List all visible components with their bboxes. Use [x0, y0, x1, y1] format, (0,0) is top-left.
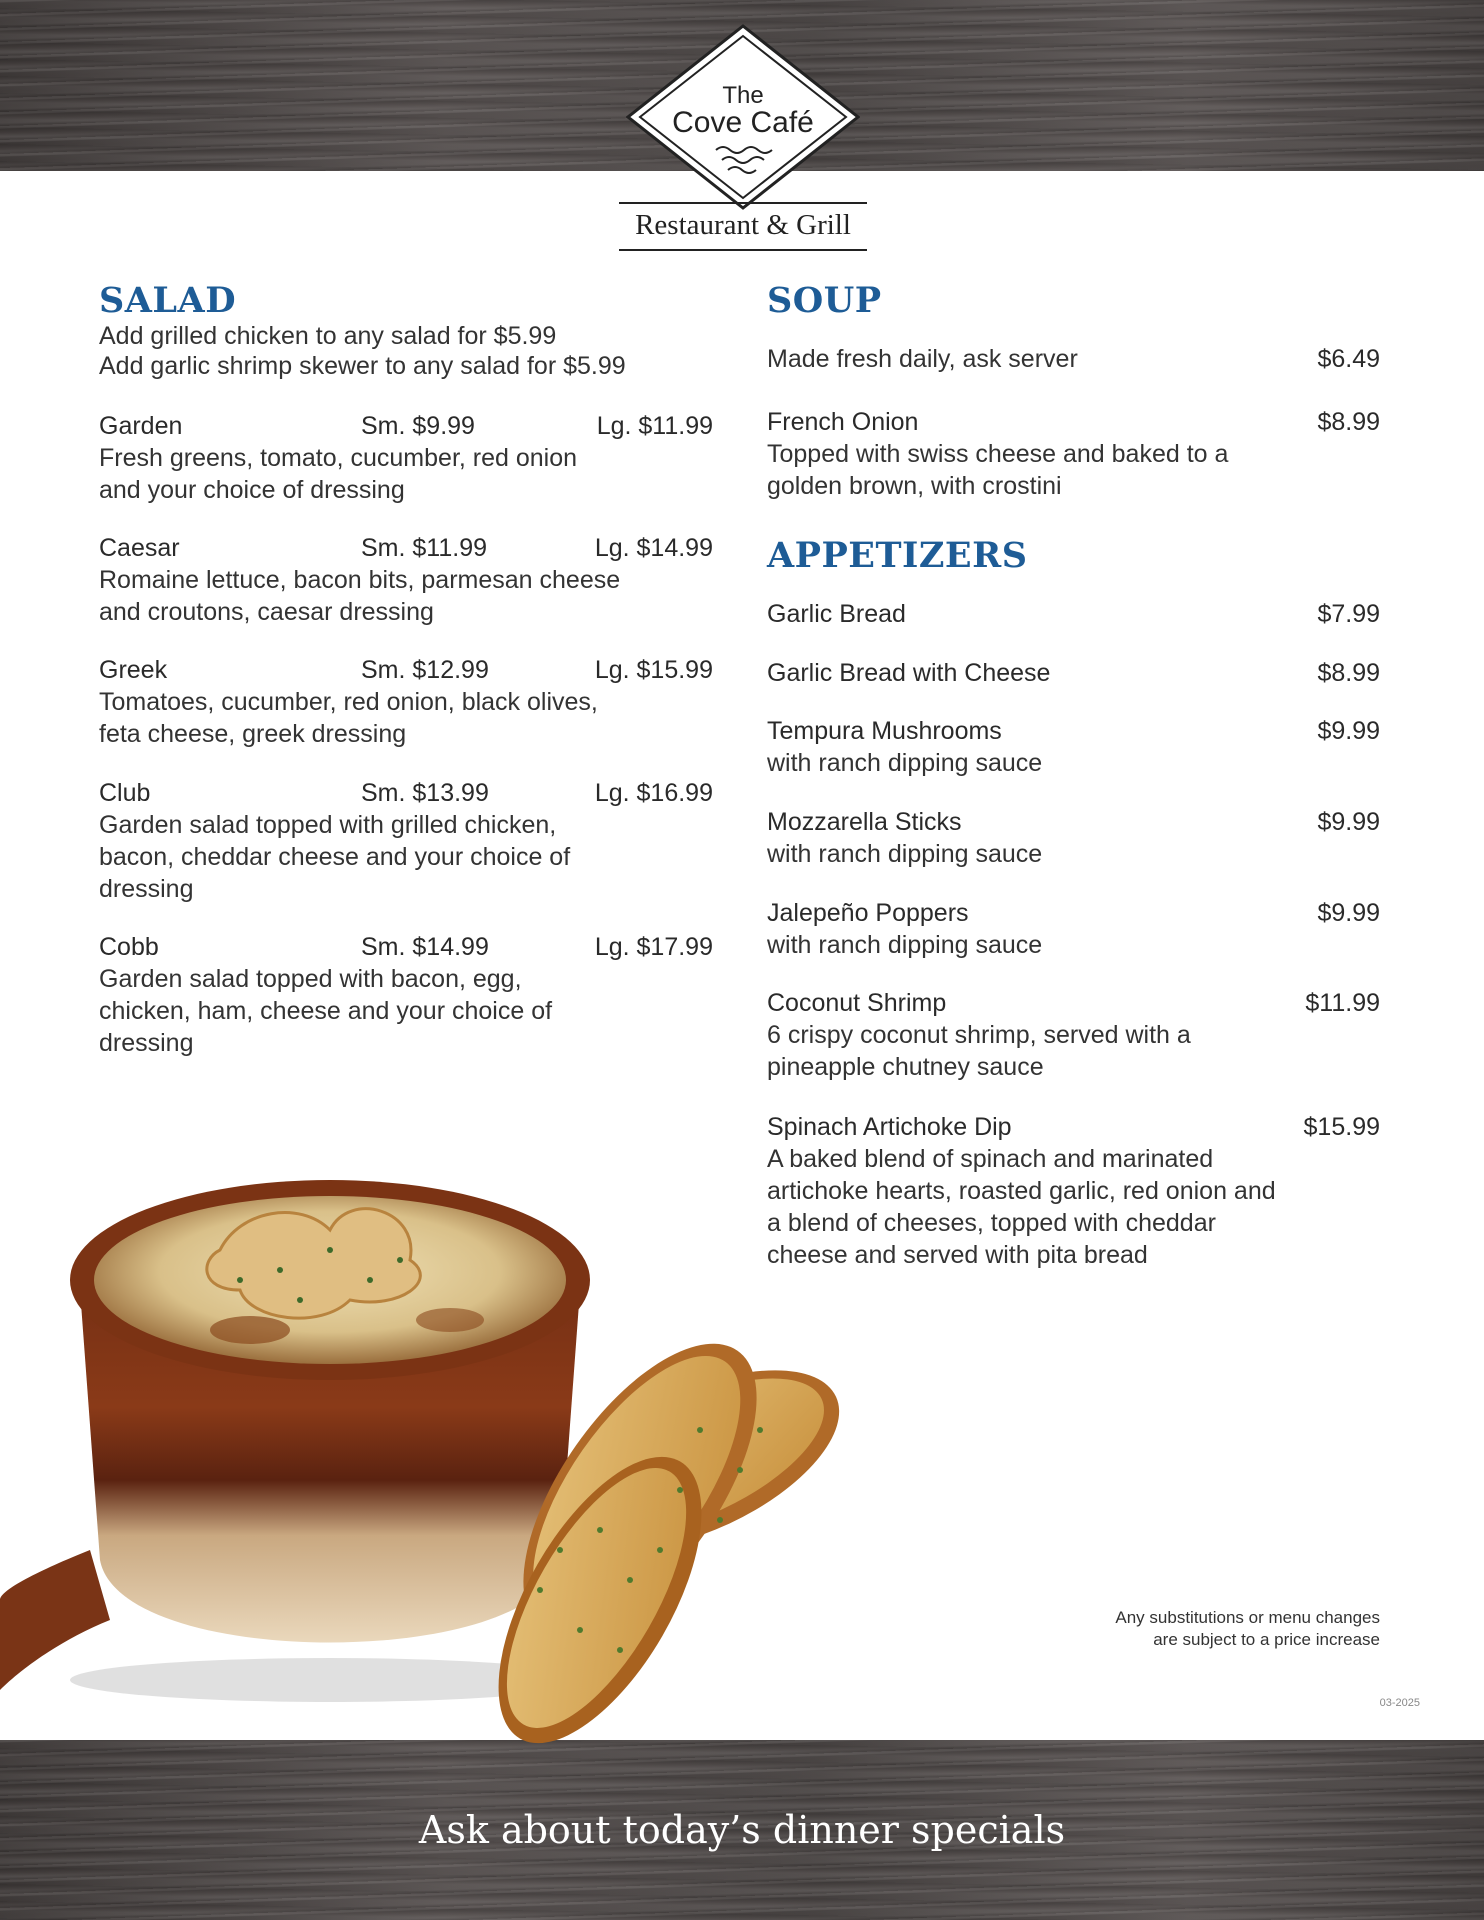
appetizer-item-price: $15.99	[1303, 1113, 1380, 1141]
logo-subtitle: Restaurant & Grill	[619, 202, 867, 251]
salad-item-name: Caesar	[99, 534, 180, 562]
soup-item-name: French Onion	[767, 408, 919, 436]
salad-item-large-price: Lg. $17.99	[594, 933, 713, 961]
appetizer-item-desc: pineapple chutney sauce	[767, 1053, 1044, 1081]
french-onion-soup-and-garlic-bread-photo	[0, 1130, 1010, 1760]
appetizer-item-name: Garlic Bread	[767, 600, 906, 628]
salad-item-small-price: Sm. $12.99	[361, 656, 489, 684]
salad-item-large-price: Lg. $14.99	[594, 534, 713, 562]
substitution-note	[980, 1607, 1380, 1651]
salad-addon-chicken: Add grilled chicken to any salad for $5.99	[99, 322, 557, 350]
salad-item-desc: chicken, ham, cheese and your choice of	[99, 997, 553, 1025]
appetizer-item-desc: artichoke hearts, roasted garlic, red onion and	[767, 1177, 1276, 1205]
salad-item-desc: Romaine lettuce, bacon bits, parmesan cheese	[99, 566, 621, 594]
salad-item-name: Cobb	[99, 933, 159, 961]
appetizer-item-name: Mozzarella Sticks	[767, 808, 962, 836]
salad-item-large-price: Lg. $16.99	[594, 779, 713, 807]
appetizer-item-name: Tempura Mushrooms	[767, 717, 1002, 745]
appetizer-item-desc: with ranch dipping sauce	[767, 931, 1043, 959]
soup-item-desc: Topped with swiss cheese and baked to a	[767, 440, 1229, 468]
salad-item-desc: and your choice of dressing	[99, 476, 405, 504]
soup-heading: SOUP	[767, 280, 882, 321]
soup-item-name: Made fresh daily, ask server	[767, 345, 1078, 373]
soup-item-price: $8.99	[1317, 408, 1380, 436]
appetizer-item-name: Jalepeño Poppers	[767, 899, 969, 927]
appetizer-item-price: $11.99	[1305, 989, 1380, 1017]
appetizer-item-price: $9.99	[1317, 899, 1380, 927]
appetizer-item-name: Coconut Shrimp	[767, 989, 947, 1017]
salad-item-desc: Garden salad topped with bacon, egg,	[99, 965, 522, 993]
salad-addon-shrimp: Add garlic shrimp skewer to any salad for $5.99	[99, 352, 626, 380]
salad-item-name: Greek	[99, 656, 168, 684]
appetizer-item-desc: cheese and served with pita bread	[767, 1241, 1148, 1269]
soup-item-price: $6.49	[1317, 345, 1380, 373]
appetizers-heading: APPETIZERS	[767, 535, 1028, 576]
soup-item-desc: golden brown, with crostini	[767, 472, 1062, 500]
salad-item-desc: and croutons, caesar dressing	[99, 598, 434, 626]
appetizer-item-name: Spinach Artichoke Dip	[767, 1113, 1012, 1141]
salad-item-small-price: Sm. $11.99	[361, 534, 488, 562]
appetizer-item-desc: with ranch dipping sauce	[767, 749, 1043, 777]
cove-cafe-logo	[612, 24, 874, 260]
substitution-note-line: are subject to a price increase	[1153, 1630, 1380, 1649]
salad-item-desc: dressing	[99, 875, 194, 903]
appetizer-item-price: $7.99	[1317, 600, 1380, 628]
salad-heading: SALAD	[99, 280, 237, 321]
appetizer-item-price: $9.99	[1317, 717, 1380, 745]
salad-item-desc: Tomatoes, cucumber, red onion, black olives,	[99, 688, 598, 716]
salad-item-desc: dressing	[99, 1029, 194, 1057]
appetizer-item-desc: 6 crispy coconut shrimp, served with a	[767, 1021, 1191, 1049]
logo-name-text: Cove Café	[672, 106, 814, 139]
appetizer-item-desc: A baked blend of spinach and marinated	[767, 1145, 1214, 1173]
salad-item-large-price: Lg. $15.99	[594, 656, 713, 684]
salad-item-small-price: Sm. $9.99	[361, 412, 475, 440]
menu-date-code: 03-2025	[1379, 1697, 1420, 1709]
appetizer-item-price: $9.99	[1317, 808, 1380, 836]
appetizer-item-desc: a blend of cheeses, topped with cheddar	[767, 1209, 1216, 1237]
substitution-note-line: Any substitutions or menu changes	[1115, 1608, 1380, 1627]
salad-item-name: Garden	[99, 412, 183, 440]
appetizer-item-name: Garlic Bread with Cheese	[767, 659, 1051, 687]
logo-the-text: The	[722, 82, 764, 109]
appetizer-item-price: $8.99	[1317, 659, 1380, 687]
dinner-specials-banner-text: Ask about today’s dinner specials	[418, 1808, 1066, 1852]
salad-item-desc: Garden salad topped with grilled chicken,	[99, 811, 557, 839]
salad-item-small-price: Sm. $13.99	[361, 779, 489, 807]
salad-item-name: Club	[99, 779, 151, 807]
appetizer-item-desc: with ranch dipping sauce	[767, 840, 1043, 868]
salad-item-desc: Fresh greens, tomato, cucumber, red onion	[99, 444, 578, 472]
salad-item-desc: feta cheese, greek dressing	[99, 720, 407, 748]
salad-item-desc: bacon, cheddar cheese and your choice of	[99, 843, 571, 871]
salad-item-large-price: Lg. $11.99	[596, 412, 713, 440]
salad-item-small-price: Sm. $14.99	[361, 933, 489, 961]
